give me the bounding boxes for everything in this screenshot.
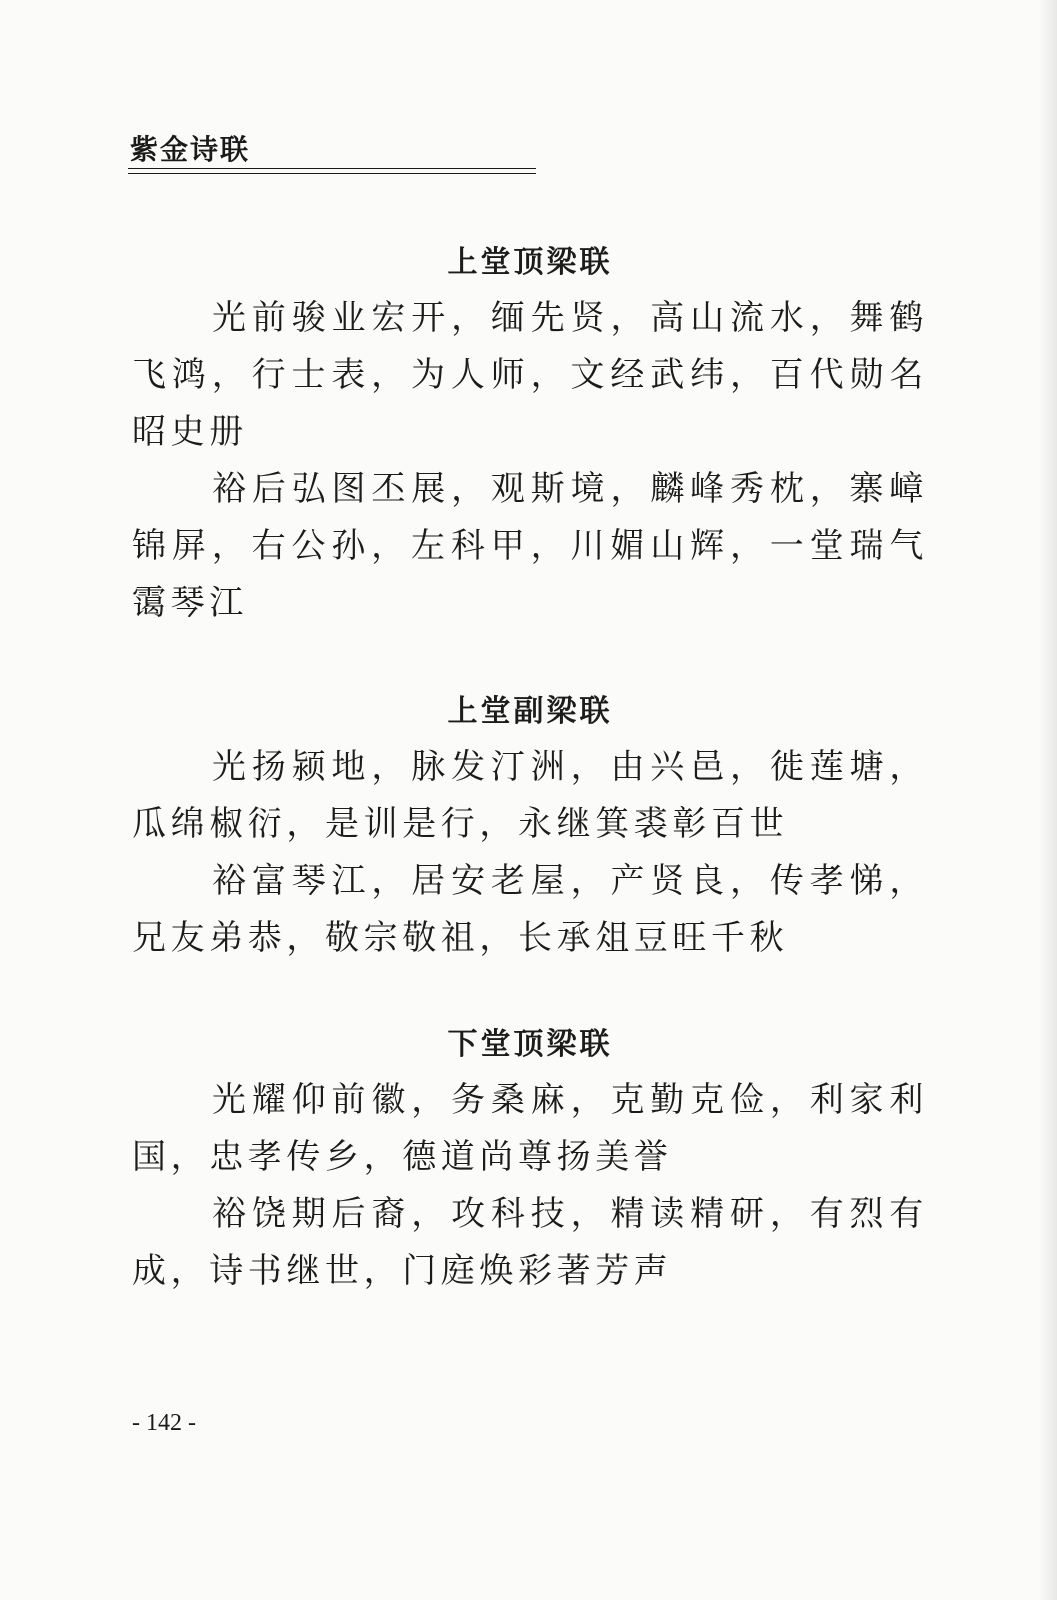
couplet-line-first: 光耀仰前徽，务桑麻，克勤克俭，利家利国，忠孝传乡，德道尚尊扬美誉 — [132, 1080, 928, 1177]
couplet-line-first: 光扬颍地，脉发汀洲，由兴邑，徙莲塘，瓜绵椒衍，是训是行，永继箕裘彰百世 — [132, 747, 928, 844]
couplet-line-second: 裕饶期后裔，攻科技，精读精研，有烈有成，诗书继世，门庭焕彩著芳声 — [132, 1194, 928, 1291]
running-header: 紫金诗联 — [130, 133, 251, 166]
couplet-line-second: 裕后弘图丕展，观斯境，麟峰秀枕，寨嶂锦屏，右公孙，左科甲，川媚山辉，一堂瑞气霭琴江 — [132, 469, 928, 623]
couplet-section-2 — [132, 685, 928, 967]
couplet-line-first: 光前骏业宏开，缅先贤，高山流水，舞鹤飞鸿，行士表，为人师，文经武纬，百代勋名昭史册 — [132, 298, 928, 452]
page-number: - 142 - — [132, 1410, 196, 1436]
couplet-line-second: 裕富琴江，居安老屋，产贤良，传孝悌，兄友弟恭，敬宗敬祖，长承俎豆旺千秋 — [132, 861, 928, 958]
couplet-section-1 — [132, 236, 928, 632]
page-edge-shadow — [1039, 0, 1057, 1600]
header-rule-top — [128, 168, 536, 169]
couplet-section-3 — [132, 1018, 928, 1300]
section-title: 上堂副梁联 — [447, 694, 613, 729]
header-rule-bottom — [128, 173, 536, 174]
section-title: 上堂顶梁联 — [447, 245, 613, 280]
section-title: 下堂顶梁联 — [447, 1027, 613, 1062]
